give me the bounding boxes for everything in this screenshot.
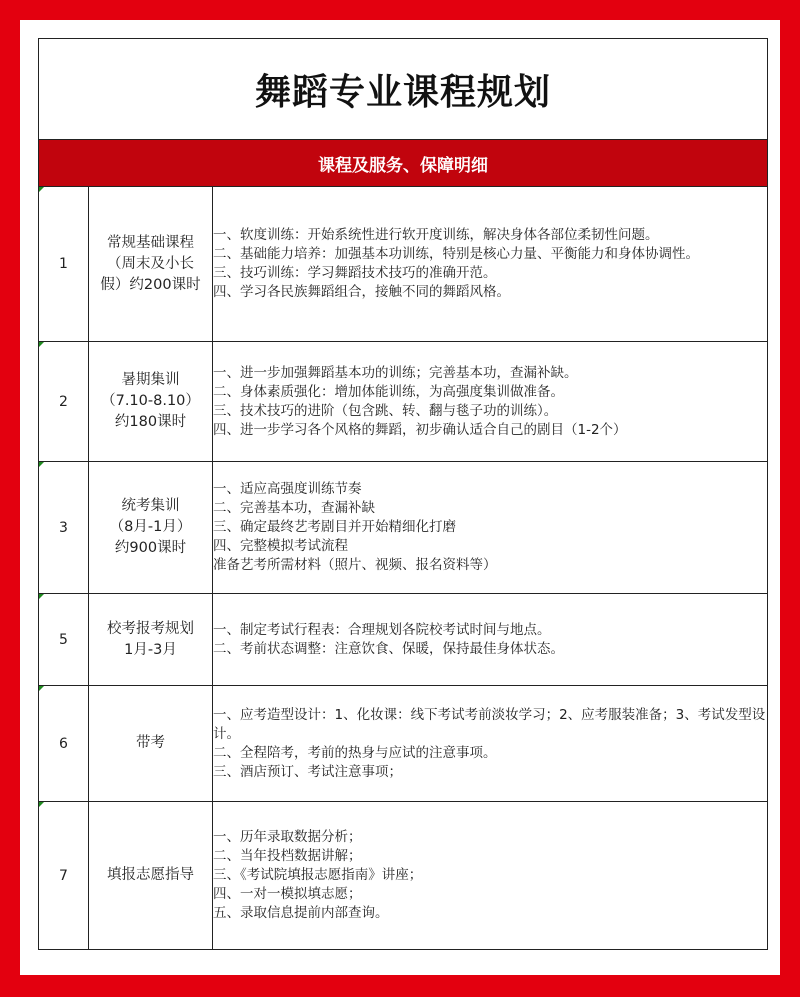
content-line: 二、考前状态调整：注意饮食、保暖，保持最佳身体状态。 (213, 640, 564, 657)
content-line: 一、进一步加强舞蹈基本功的训练；完善基本功，查漏补缺。 (213, 364, 578, 381)
course-name-line: 约900课时 (114, 540, 187, 556)
course-name-cell (89, 187, 213, 342)
course-name-line: （8月-1月） (109, 519, 192, 535)
row-number-cell (39, 462, 89, 594)
course-name-cell (89, 686, 213, 802)
course-name-cell (89, 802, 213, 950)
row-number-cell (39, 686, 89, 802)
row-number: 5 (59, 631, 68, 648)
page-title: 舞蹈专业课程规划 (39, 39, 768, 140)
course-name-cell (89, 462, 213, 594)
course-content-cell (213, 187, 768, 342)
row-number-cell (39, 187, 89, 342)
course-content-cell (213, 686, 768, 802)
row-number: 6 (59, 735, 68, 752)
course-name-cell (89, 342, 213, 462)
content-line: 二、当年投档数据讲解； (213, 848, 362, 864)
content-line: 二、完善基本功，查漏补缺 (213, 500, 375, 516)
table-row (39, 187, 768, 342)
course-name-cell (89, 594, 213, 686)
content-line: 三、《考试院填报志愿指南》讲座； (213, 867, 423, 883)
row-number: 1 (59, 256, 68, 272)
content-line: 准备艺考所需材料（照片、视频、报名资料等） (213, 557, 497, 573)
row-number-cell (39, 342, 89, 462)
table-row (39, 686, 768, 802)
content-line: 四、学习各民族舞蹈组合，接触不同的舞蹈风格。 (213, 284, 510, 300)
course-content-cell (213, 594, 768, 686)
content-line: 一、制定考试行程表：合理规划各院校考试时间与地点。 (213, 621, 551, 638)
course-name-line: 带考 (136, 735, 165, 751)
content-line: 三、酒店预订、考试注意事项； (213, 763, 402, 780)
course-name-line: 假）约200课时 (100, 276, 201, 293)
content-line: 五、录取信息提前内部查询。 (213, 905, 389, 921)
content-line: 二、基础能力培养：加强基本功训练，特别是核心力量、平衡能力和身体协调性。 (213, 246, 699, 262)
course-name-line: 常规基础课程 (107, 234, 194, 251)
content-line: 一、历年录取数据分析； (213, 829, 362, 845)
content-line: 三、确定最终艺考剧目并开始精细化打磨 (213, 519, 456, 535)
course-name-line: （7.10-8.10） (101, 393, 200, 409)
course-content-cell (213, 462, 768, 594)
course-name-line: 校考报考规划 (107, 620, 194, 637)
content-line: 三、技术技巧的进阶（包含跳、转、翻与毯子功的训练）。 (213, 402, 558, 419)
content-line: 四、完整模拟考试流程 (213, 538, 348, 554)
row-number: 7 (59, 867, 68, 884)
content-line: 二、身体素质强化：增加体能训练，为高强度集训做准备。 (213, 383, 564, 400)
table-row (39, 802, 768, 950)
table-row (39, 594, 768, 686)
table-row (39, 462, 768, 594)
course-name-line: 填报志愿指导 (107, 867, 194, 883)
content-line: 一、软度训练：开始系统性进行软开度训练，解决身体各部位柔韧性问题。 (213, 227, 659, 243)
row-number-cell (39, 594, 89, 686)
row-number-cell (39, 802, 89, 950)
content-line: 一、适应高强度训练节奏 (213, 481, 362, 497)
course-plan-table (38, 38, 768, 950)
table-row (39, 342, 768, 462)
section-header: 课程及服务、保障明细 (39, 140, 768, 187)
course-content-cell (213, 802, 768, 950)
course-content-cell (213, 342, 768, 462)
row-number: 2 (59, 393, 68, 410)
content-line: 四、一对一模拟填志愿； (213, 886, 362, 902)
content-line: 一、应考造型设计：1、化妆课：线下考试考前淡妆学习；2、应考服装准备；3、考试发型设计。 (213, 706, 766, 742)
course-name-line: （周末及小长 (107, 255, 194, 272)
course-name-line: 约180课时 (114, 414, 187, 430)
course-name-line: 1月-3月 (124, 641, 177, 658)
course-name-line: 统考集训 (121, 498, 180, 514)
content-line: 三、技巧训练：学习舞蹈技术技巧的准确开范。 (213, 265, 497, 281)
course-name-line: 暑期集训 (121, 372, 180, 388)
row-number: 3 (59, 519, 68, 536)
content-line: 四、进一步学习各个风格的舞蹈，初步确认适合自己的剧目（1-2个） (213, 421, 627, 438)
content-line: 二、全程陪考，考前的热身与应试的注意事项。 (213, 744, 497, 761)
